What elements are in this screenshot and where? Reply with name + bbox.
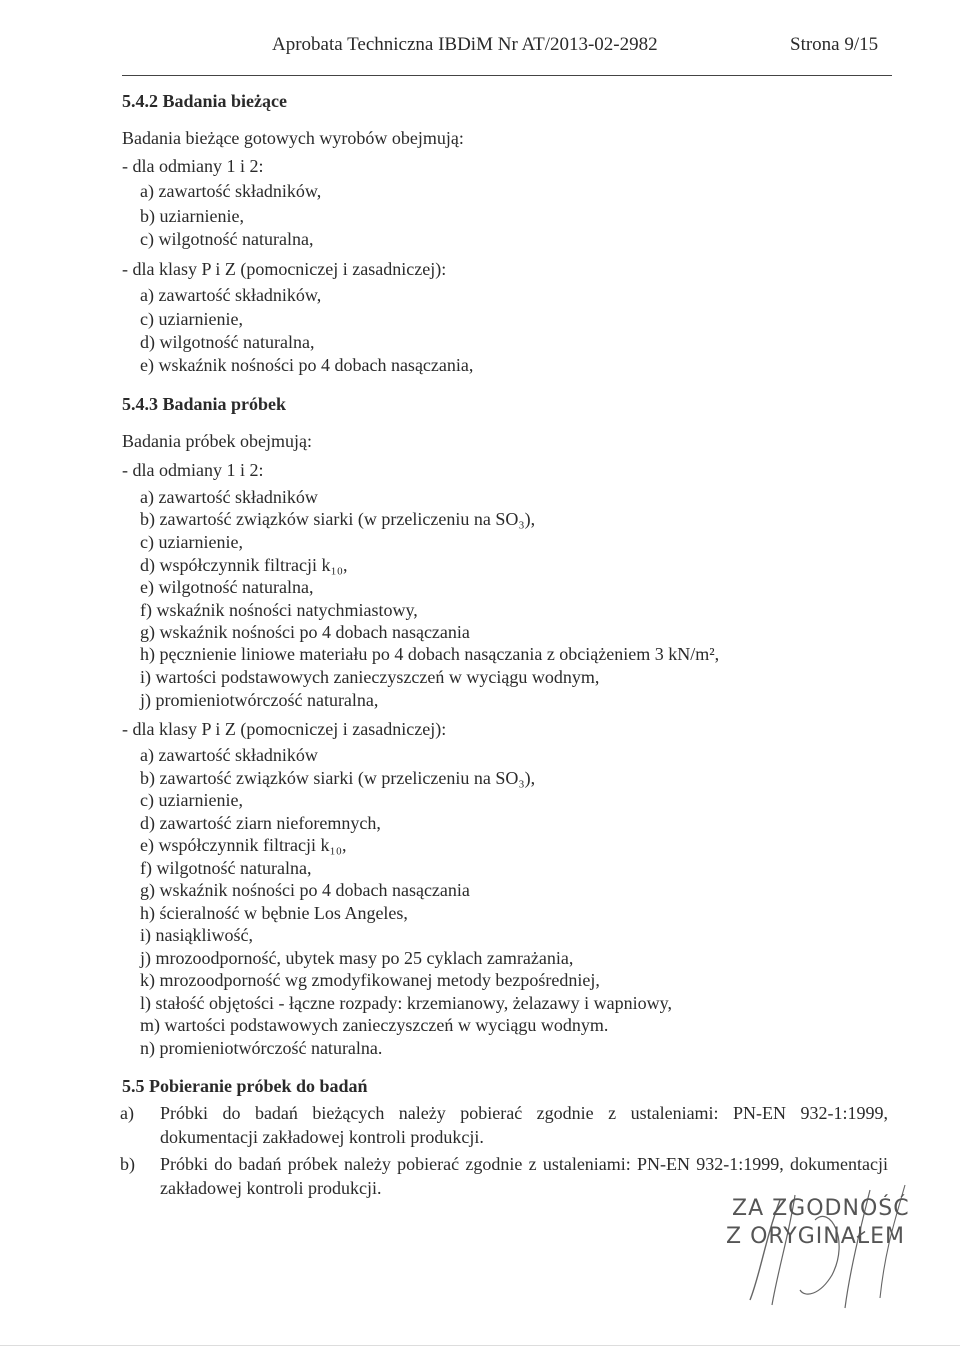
paragraph-text: Próbki do badań próbek należy pobierać zgodnie z ustaleniami: PN-EN 932-1:1999, dokumentacji zakładowej kontroli produkcji. [160,1154,888,1198]
stamp-line-1: ZA ZGODNOŚĆ [732,1196,910,1221]
group-label: - dla odmiany 1 i 2: [122,460,264,480]
group-label: - dla klasy P i Z (pomocniczej i zasadniczej): [122,259,447,279]
list-item: d) wilgotność naturalna, [140,332,315,352]
list-item: f) wilgotność naturalna, [140,858,312,878]
section-543-heading: 5.4.3 Badania próbek [122,394,287,414]
paragraph-label: a) [120,1103,134,1123]
list-item: b) zawartość związków siarki (w przeliczeniu na SO₃), [140,509,536,529]
list-item: b) uziarnienie, [140,206,244,226]
page-bottom-edge [0,1345,960,1346]
list-item: c) uziarnienie, [140,790,243,810]
list-item: k) mrozoodporność wg zmodyfikowanej metody bezpośredniej, [140,970,600,990]
list-item: d) zawartość ziarn nieforemnych, [140,813,381,833]
paragraph-label: b) [120,1154,135,1174]
page-number: Strona 9/15 [790,34,879,55]
section-542-heading: 5.4.2 Badania bieżące [122,91,287,111]
list-item: e) wskaźnik nośności po 4 dobach nasączania, [140,355,474,375]
list-item: h) pęcznienie liniowe materiału po 4 dobach nasączania z obciążeniem 3 kN/m², [140,644,720,664]
list-item: c) uziarnienie, [140,532,243,552]
list-item: j) mrozoodporność, ubytek masy po 25 cyklach zamrażania, [140,948,574,968]
list-item: g) wskaźnik nośności po 4 dobach nasączania [140,880,470,900]
list-item: j) promieniotwórczość naturalna, [140,690,379,710]
section-55-heading: 5.5 Pobieranie próbek do badań [122,1076,368,1096]
list-item: a) zawartość składników [140,745,318,765]
list-item: f) wskaźnik nośności natychmiastowy, [140,600,418,620]
list-item: h) ścieralność w bębnie Los Angeles, [140,903,408,923]
group-label: - dla odmiany 1 i 2: [122,156,264,176]
list-item: a) zawartość składników [140,487,318,507]
list-item: i) nasiąkliwość, [140,925,253,945]
section-543-intro: Badania próbek obejmują: [122,431,312,451]
list-item: c) wilgotność naturalna, [140,229,314,249]
stamp-line-2: Z ORYGINAŁEM [726,1224,905,1249]
list-item: n) promieniotwórczość naturalna. [140,1038,383,1058]
list-item: g) wskaźnik nośności po 4 dobach nasączania [140,622,470,642]
list-item: e) wilgotność naturalna, [140,577,314,597]
header-title: Aprobata Techniczna IBDiM Nr AT/2013-02-2982 [272,34,658,55]
group-label: - dla klasy P i Z (pomocniczej i zasadniczej): [122,719,447,739]
list-item: l) stałość objętości - łączne rozpady: krzemianowy, żelazawy i wapniowy, [140,993,672,1013]
list-item: a) zawartość składników, [140,285,322,305]
paragraph-text: Próbki do badań bieżących należy pobierać zgodnie z ustaleniami: PN-EN 932-1:1999, dokumentacji zakładowej kontroli produkcji. [160,1103,888,1147]
section-542-intro: Badania bieżące gotowych wyrobów obejmują: [122,128,464,148]
list-item: i) wartości podstawowych zanieczyszczeń w wyciągu wodnym, [140,667,600,687]
list-item: d) współczynnik filtracji k₁₀, [140,555,348,575]
list-item: e) współczynnik filtracji k₁₀, [140,835,347,855]
list-item: a) zawartość składników, [140,181,322,201]
paragraph-a [120,1101,888,1149]
header-divider [122,75,892,76]
list-item: b) zawartość związków siarki (w przeliczeniu na SO₃), [140,768,536,788]
list-item: c) uziarnienie, [140,309,243,329]
list-item: m) wartości podstawowych zanieczyszczeń w wyciągu wodnym. [140,1015,609,1035]
